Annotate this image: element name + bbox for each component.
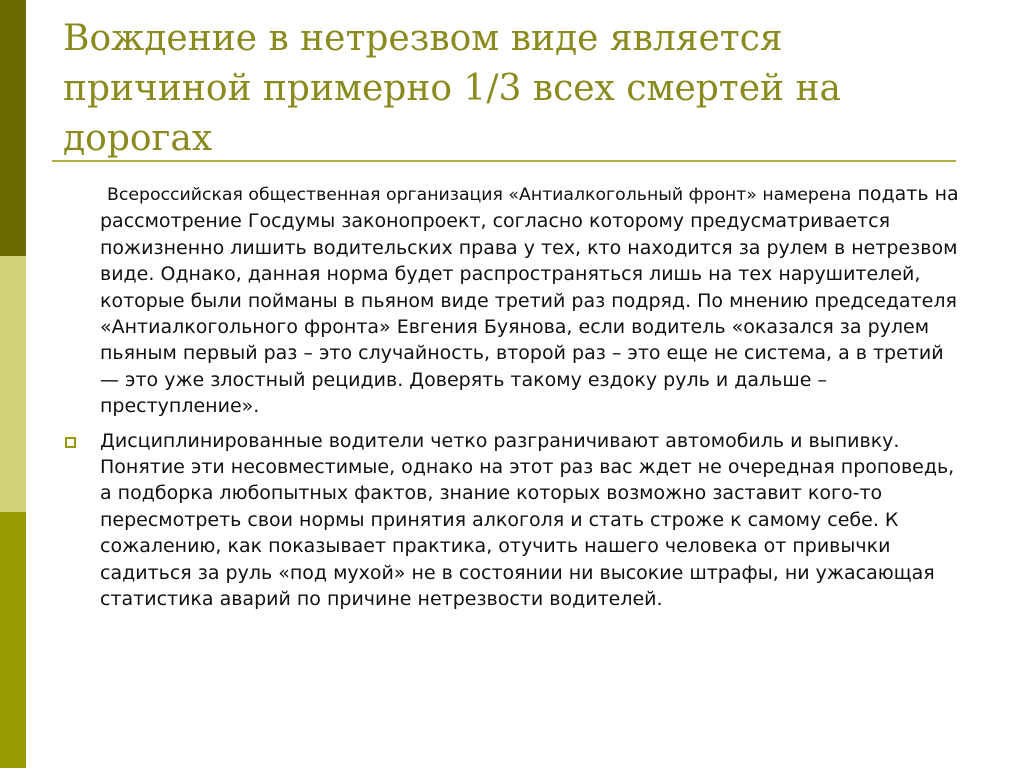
- sidebar-stripe-top: [0, 0, 26, 256]
- intro-paragraph: [62, 181, 967, 420]
- hollow-square-bullet-icon: [65, 437, 76, 448]
- intro-paragraph-lead: Всероссийская общественная организация «Антиалкогольный фронт» намерена: [107, 185, 852, 205]
- bullet-item-text: Дисциплинированные водители четко разграничивают автомобиль и выпивку. Понятие эти несовместимые, однако на этот раз вас ждет не очередная проповедь, а подборка любопытных фактов, знание которых возможно заставит кого-то пересмотреть свои нормы принятия алкоголя и стать строже к самому себе. К сожалению, как показывает практика, отучить нашего человека от привычки садиться за руль «под мухой» не в состоянии ни высокие штрафы, ни ужасающая статистика аварий по причине нетрезвости водителей.: [100, 429, 955, 611]
- slide-title: Вождение в нетрезвом виде является причиной примерно 1/3 всех смертей на дорогах: [63, 18, 841, 159]
- slide-body: [62, 181, 967, 613]
- bullet-item: [62, 428, 967, 613]
- intro-paragraph-text: подать на рассмотрение Госдумы законопроект, согласно которому предусматривается пожизненно лишить водительских права у тех, кто находится за рулем в нетрезвом виде. Однако, данная норма будет распространяться лишь на тех нарушителей, которые были пойманы в пьяном виде третий раз подряд. По мнению председателя «Антиалкогольного фронта» Евгения Буянова, если водитель «оказался за рулем пьяным первый раз – это случайность, второй раз – это еще не система, а в третий — это уже злостный рецидив. Доверять такому ездоку руль и дальше – преступление».: [100, 183, 959, 418]
- sidebar-stripe-bottom: [0, 512, 26, 768]
- title-divider: [52, 160, 956, 162]
- sidebar-stripe-middle: [0, 256, 26, 512]
